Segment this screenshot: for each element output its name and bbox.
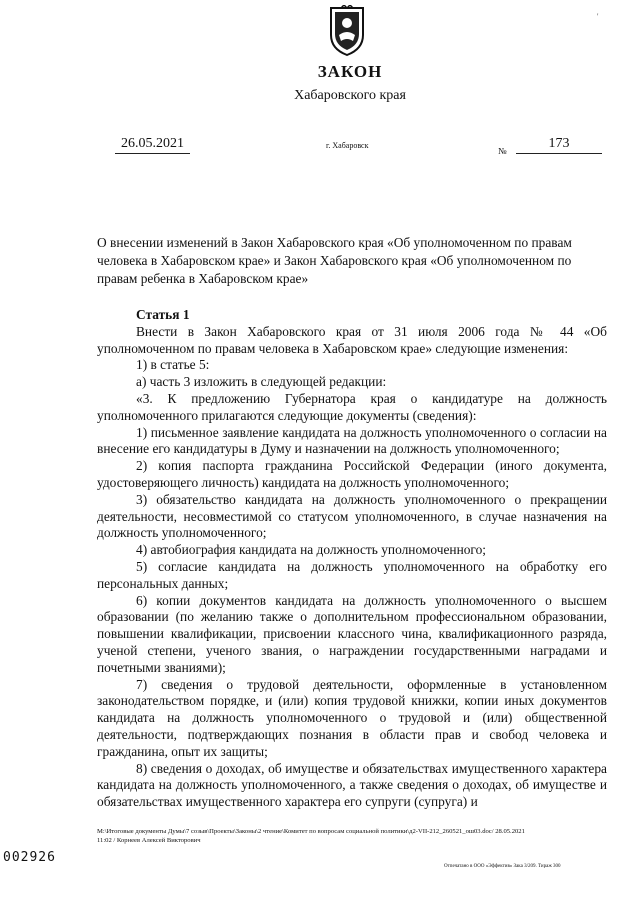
paragraph: 1) письменное заявление кандидата на должность уполномоченного о согласии на внесение его кандидатуры в Думу и назначении на должность уполномоченного; [97,424,607,457]
law-body [97,307,607,811]
paragraph: 5) согласие кандидата на должность уполномоченного на обработку его персональных данных; [97,558,607,591]
article-title: Статья 1 [136,307,190,322]
printer-imprint: Отпечатано в ООО «Эффектив» Зака 3/209. Тираж 300 [444,864,561,869]
paragraph: а) часть 3 изложить в следующей редакции: [136,374,387,390]
paragraph: 1) в статье 5: [136,357,210,373]
document-number: 173 [516,136,602,154]
file-path-line: M:\Итоговые документы Думы\7 созыв\Проекты\Законы\2 чтение\Комитет по вопросам социальной политики\д2-VII-212_260521_ош03.doc/ 28.05.2021 [97,828,525,835]
coat-of-arms-icon [327,5,367,57]
file-path-line: 11:02 / Корнеев Алексей Викторович [97,837,201,844]
number-sign: № [498,146,507,156]
document-subtitle: Хабаровского края [294,88,406,103]
document-date: 26.05.2021 [115,136,190,154]
paragraph: 7) сведения о трудовой деятельности, оформленные в установленном законодательством порядке, и (или) копия трудовой книжки, копии иных документов кандидата на должность уполномоченного о трудовой и (или) общественной деятельности, подтверждающих познания в области прав и свобод человека и гражданина, опыт их защиты; [97,676,607,759]
paragraph: 8) сведения о доходах, об имуществе и обязательствах имущественного характера кандидата на должность уполномоченного, а также сведения о доходах, об имуществе и обязательствах имущественного характера его супруги (супруга) и [97,760,607,810]
paragraph: «3. К предложению Губернатора края о кандидатуре на должность уполномоченного прилагаются следующие документы (сведения): [97,390,607,423]
heading-line: О внесении изменений в Закон Хабаровского края «Об уполномоченном по правам [97,235,572,250]
file-path-footer [97,827,617,845]
paragraph: 4) автобиография кандидата на должность уполномоченного; [136,542,487,558]
heading-line: человека в Хабаровском крае» и Закон Хабаровского края «Об уполномоченном по [97,253,572,268]
paragraph: 3) обязательство кандидата на должность уполномоченного о прекращении деятельности, несовместимой со статусом уполномоченного, в случае назначения на должность уполномоченного; [97,491,607,541]
document-city: г. Хабаровск [326,141,369,150]
paragraph: Внести в Закон Хабаровского края от 31 июля 2006 года № 44 «Об уполномоченном по правам человека в Хабаровском крае» следующие изменения: [97,323,607,356]
margin-mark: ' [597,12,599,21]
heading-line: правам ребенка в Хабаровском крае» [97,271,309,286]
document-title: ЗАКОН [317,62,383,81]
law-heading [97,234,607,288]
paragraph: 2) копия паспорта гражданина Российской Федерации (иного документа, удостоверяющего личность) кандидата на должность уполномоченного; [97,458,607,490]
paragraph: 6) копии документов кандидата на должность уполномоченного о высшем образовании (по желанию также о дополнительном профессиональном образовании, повышении квалификации, присвоении классного чина, квалификационного разряда, ученой степени, ученого звания, о награждении государственными наградами и почетными званиями); [97,592,607,675]
serial-stamp: 002926 [3,850,56,865]
